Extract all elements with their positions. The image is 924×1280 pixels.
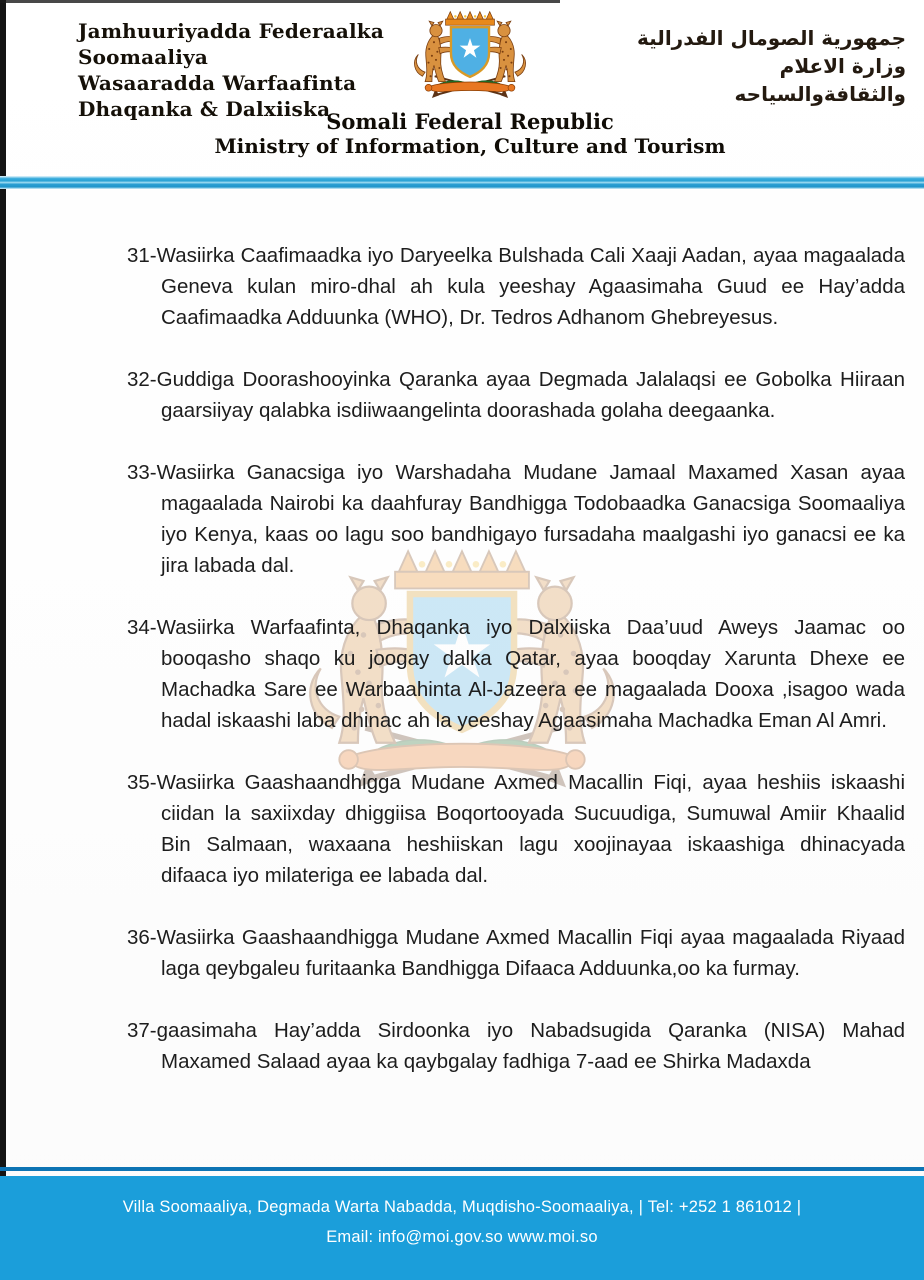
footer [0,1176,924,1280]
paragraph-36 [127,922,905,984]
ministry-name-somali [78,18,384,122]
paragraph-number: 34- [127,616,157,639]
paragraph-32 [127,364,905,426]
ministry-arabic-line: جمهورية الصومال الفدرالية [637,26,906,50]
paragraph-text: gaasimaha Hay’adda Sirdoonka iyo Nabadsugida Qaranka (NISA) Mahad Maxamed Salaad ayaa ka qaybgalay fadhiga 7-aad ee Shirka Madaxda [156,1019,905,1073]
paragraph-37 [127,1015,905,1077]
footer-accent-line [0,1167,924,1171]
paragraph-number: 36- [127,926,157,949]
paragraph-text: Wasiirka Caafimaadka iyo Daryeelka Bulshada Cali Xaaji Aadan, ayaa magaalada Geneva kulan miro-dhal ah kula yeeshay Agaasimaha Guud ee Hay’adda Caafimaadka Adduunka (WHO), Dr. Tedros Adhanom Ghebreyesus. [156,244,905,329]
somalia-coat-of-arms-icon [402,8,538,124]
header-divider-rule [0,176,924,189]
paragraph-33 [127,457,905,581]
ministry-somali-line: Dhaqanka & Dalxiiska [78,97,331,121]
paragraph-text: Guddiga Doorashooyinka Qaranka ayaa Degmada Jalalaqsi ee Gobolka Hiiraan gaarsiiyay qalabka isdiiwaangelinta doorashada golaha deegaanka. [156,368,905,422]
ministry-somali-line: Jamhuuriyadda Federaalka [78,19,385,43]
ministry-name-english [0,109,924,158]
paragraph-text: Wasiirka Ganacsiga iyo Warshadaha Mudane Jamaal Maxamed Xasan ayaa magaalada Nairobi ka daahfuray Bandhigga Todobaadka Ganacsiga Soomaaliya iyo Kenya, kaas oo lagu soo bandhigayo fursadaha maalgashi iyo ganacsi ee ka jira labada dal. [156,461,905,577]
ministry-name-arabic [576,24,906,108]
paragraph-number: 31- [127,244,157,267]
ministry-somali-line: Wasaaradda Warfaafinta [78,71,357,95]
ministry-somali-line: Soomaaliya [78,45,208,69]
paragraph-34 [127,612,905,736]
paragraph-35 [127,767,905,891]
republic-title: Somali Federal Republic [326,109,614,134]
paragraph-number: 33- [127,461,157,484]
photo-left-edge [0,0,6,1280]
footer-email: Email: info@moi.gov.so www.moi.so [326,1228,598,1246]
ministry-title: Ministry of Information, Culture and Tourism [214,134,726,158]
paragraph-number: 37- [127,1019,157,1042]
letterhead [0,0,924,176]
paragraph-text: Wasiirka Gaashaandhigga Mudane Axmed Macallin Fiqi, ayaa heshiis iskaashi ciidan la saxiixday dhiggiisa Boqortooyada Sucuudiga, Sumuwal Amiir Khaalid Bin Salmaan, waxaana heshiiskan lagu xoojinayaa iskaashiga dhinacyada difaaca iyo milateriga ee labada dal. [156,771,905,887]
document-body [127,240,905,1108]
paragraph-31 [127,240,905,333]
paragraph-number: 35- [127,771,157,794]
ministry-arabic-line: والثقافةوالسياحه [734,82,906,106]
ministry-arabic-line: وزارة الاعلام [779,54,906,78]
paragraph-text: Wasiirka Warfaafinta, Dhaqanka iyo Dalxiiska Daa’uud Aweys Jaamac oo booqasho shaqo ku joogay dalka Qatar, ayaa booqday Xarunta Dhexe ee Machadka Sare ee Warbaahinta Al-Jazeera ee magaalada Dooxa ,isagoo wada hadal iskaashi laba dhinac ah la yeeshay Agaasimaha Machadka Eman Al Amri. [156,616,905,732]
footer-address: Villa Soomaaliya, Degmada Warta Nabadda, Muqdisho-Soomaaliya, | Tel: +252 1 861012 | [122,1198,802,1216]
paragraph-text: Wasiirka Gaashaandhigga Mudane Axmed Macallin Fiqi ayaa magaalada Riyaad laga qeybgaleu furitaanka Bandhigga Difaaca Adduunka,oo ka furmay. [156,926,905,980]
paragraph-number: 32- [127,368,157,391]
